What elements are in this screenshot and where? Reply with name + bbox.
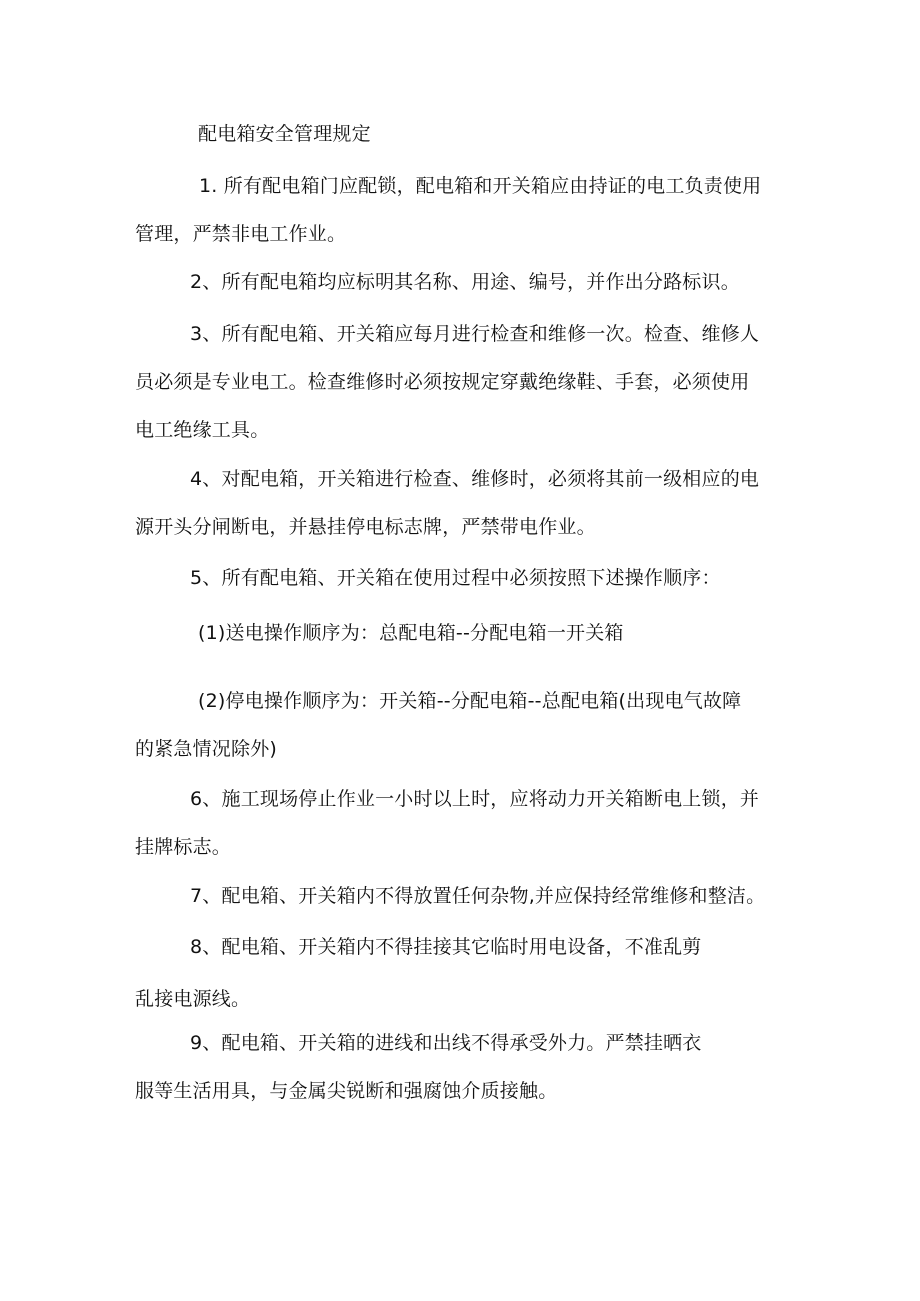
rule-5-sub-2-line-2: 的紧急情况除外) [135,738,278,760]
rule-5-sub-2-line-1: (2)停电操作顺序为：开关箱--分配电箱--总配电箱(出现电气故障 [198,690,742,712]
rule-6-line-1: 6、施工现场停止作业一小时以上时，应将动力开关箱断电上锁，并 [190,788,760,810]
rule-3-line-2: 员必须是专业电工。检查维修时必须按规定穿戴绝缘鞋、手套，必须使用 [135,371,750,393]
rule-9-line-2: 服等生活用具，与金属尖锐断和强腐蚀介质接触。 [135,1080,558,1102]
rule-8-line-1: 8、配电箱、开关箱内不得挂接其它临时用电设备，不准乱剪 [190,936,702,958]
rule-8-line-2: 乱接电源线。 [135,988,251,1010]
rule-3-line-3: 电工绝缘工具。 [135,419,270,441]
document-title: 配电箱安全管理规定 [198,123,371,145]
rule-1-line-1: 1. 所有配电箱门应配锁，配电箱和开关箱应由持证的电工负责使用 [199,175,762,197]
rule-5-line-1: 5、所有配电箱、开关箱在使用过程中必须按照下述操作顺序： [190,567,721,589]
rule-5-sub-1: (1)送电操作顺序为：总配电箱--分配电箱一开关箱 [198,622,624,644]
rule-2-line-1: 2、所有配电箱均应标明其名称、用途、编号，并作出分路标识。 [190,271,740,293]
rule-9-line-1: 9、配电箱、开关箱的进线和出线不得承受外力。严禁挂晒衣 [190,1032,702,1054]
rule-7-line-1: 7、配电箱、开关箱内不得放置任何杂物,并应保持经常维修和整洁。 [190,885,766,907]
rule-3-line-1: 3、所有配电箱、开关箱应每月进行检查和维修一次。检查、维修人 [190,323,760,345]
rule-6-line-2: 挂牌标志。 [135,836,232,858]
rule-4-line-2: 源开头分闸断电，并悬挂停电标志牌，严禁带电作业。 [135,516,596,538]
rule-1-line-2: 管理，严禁非电工作业。 [135,223,347,245]
rule-4-line-1: 4、对配电箱，开关箱进行检查、维修时，必须将其前一级相应的电 [190,468,760,490]
